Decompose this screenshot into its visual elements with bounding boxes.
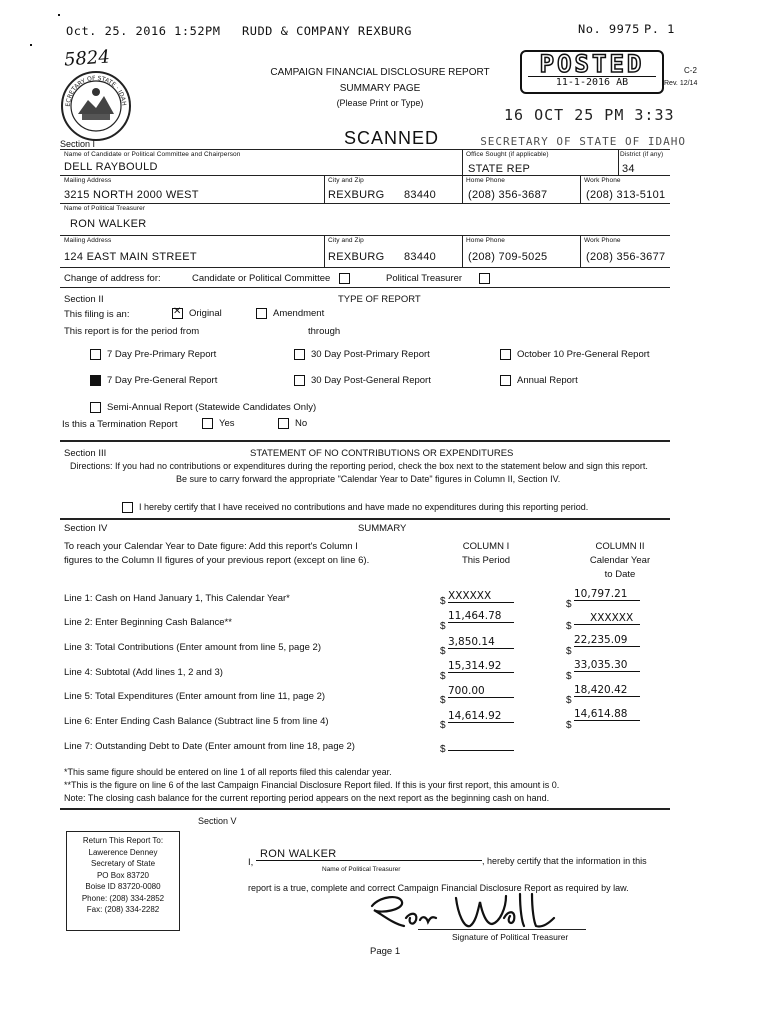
- amendment-option[interactable]: [256, 308, 324, 319]
- signature-caption: Signature of Political Treasurer: [452, 932, 569, 942]
- change-treasurer-option[interactable]: [386, 273, 496, 284]
- treasurer-name: RON WALKER: [70, 218, 147, 230]
- line-3-col2[interactable]: 22,235.09: [574, 634, 640, 647]
- form-instruction: (Please Print or Type): [336, 98, 424, 108]
- section2-label: Section II: [64, 294, 104, 305]
- original-checkbox[interactable]: [172, 308, 183, 319]
- column2-header: COLUMN II: [595, 541, 645, 552]
- no-contributions-certify[interactable]: [122, 502, 588, 513]
- line-5-col1[interactable]: 700.00: [448, 685, 514, 698]
- candidate-label: Name of Candidate or Political Committee and Chairperson: [64, 151, 241, 158]
- line-1-col1[interactable]: XXXXXX: [448, 590, 514, 603]
- report-semiannual-checkbox[interactable]: [90, 402, 101, 413]
- name-caption: Name of Political Treasurer: [322, 866, 401, 873]
- note-3: Note: The closing cash balance for the current reporting period appears on the next report as the beginning cash on hand.: [64, 793, 550, 803]
- handwritten-number: 5824: [63, 46, 111, 71]
- treasurer-city-label: City and Zip: [328, 237, 364, 244]
- section3-directions: Directions: If you had no contributions or expenditures during the reporting period, check the box next to the statement below and sign this report.: [70, 461, 648, 471]
- return-line-0: Return This Report To:: [82, 836, 164, 845]
- report-7day-preprimary-label: 7 Day Pre-Primary Report: [107, 349, 217, 361]
- section5-label: Section V: [198, 816, 237, 826]
- mailing-label: Mailing Address: [64, 177, 112, 184]
- report-30day-postgeneral[interactable]: [294, 375, 431, 386]
- report-7day-pregeneral-checkbox[interactable]: [90, 375, 101, 386]
- note-2: **This is the figure on line 6 of the last Campaign Financial Disclosure Report filed. If this is your first report, this amount is 0.: [64, 780, 560, 790]
- fax-number: No. 9975: [578, 22, 640, 36]
- report-7day-pregeneral[interactable]: [90, 375, 217, 386]
- certify-suffix: , hereby certify that the information in this: [482, 856, 647, 866]
- report-semiannual[interactable]: [90, 402, 316, 413]
- original-option[interactable]: [172, 308, 222, 319]
- line-2-col1[interactable]: 11,464.78: [448, 610, 514, 623]
- change-candidate-checkbox[interactable]: [339, 273, 350, 284]
- line-6-label: Line 6: Enter Ending Cash Balance (Subtract line 5 from line 4): [64, 716, 329, 727]
- posted-date: 11-1-2016 AB: [528, 76, 656, 88]
- certify-prefix: I,: [248, 857, 254, 868]
- note-1: *This same figure should be entered on line 1 of all reports filed this calendar year.: [64, 767, 392, 777]
- svg-text:SECRETARY OF STATE · IDAHO: ECRETARY OF STATE · IDAH: [64, 74, 128, 107]
- page-number: Page 1: [370, 946, 401, 957]
- treasurer-label: Name of Political Treasurer: [64, 205, 146, 212]
- report-semiannual-label: Semi-Annual Report (Statewide Candidates Only): [107, 402, 317, 414]
- line-4-col1[interactable]: 15,314.92: [448, 660, 514, 673]
- line-1-col2[interactable]: 10,797.21: [574, 588, 640, 601]
- report-30day-postgeneral-checkbox[interactable]: [294, 375, 305, 386]
- treasurer-name-field[interactable]: RON WALKER: [256, 848, 482, 861]
- posted-stamp: [520, 50, 664, 94]
- scan-speck: [58, 14, 60, 16]
- state-stamp: SECRETARY OF STATE OF IDAHO: [480, 135, 686, 148]
- zip: 83440: [404, 189, 437, 201]
- report-7day-pregeneral-label: 7 Day Pre-General Report: [107, 375, 218, 387]
- office-label: Office Sought (if applicable): [466, 151, 549, 158]
- district: 34: [622, 163, 635, 175]
- return-line-5: Phone: (208) 334-2852: [81, 893, 165, 903]
- column1-sub: This Period: [461, 555, 511, 566]
- section3-label: Section III: [64, 448, 107, 459]
- through-label: through: [308, 326, 341, 337]
- line-1-label: Line 1: Cash on Hand January 1, This Calendar Year*: [64, 593, 290, 604]
- line-2-label: Line 2: Enter Beginning Cash Balance**: [64, 617, 232, 628]
- termination-no-label: No: [295, 418, 308, 430]
- state-seal: [60, 70, 132, 142]
- change-candidate-option[interactable]: [192, 273, 356, 284]
- filing-label: This filing is an:: [64, 309, 130, 320]
- received-stamp: 16 OCT 25 PM 3:33: [504, 106, 675, 124]
- termination-yes-checkbox[interactable]: [202, 418, 213, 429]
- return-address-box: [66, 831, 180, 931]
- treasurer-mailing: 124 EAST MAIN STREET: [64, 251, 197, 263]
- report-7day-preprimary[interactable]: [90, 349, 216, 360]
- treasurer-home-label: Home Phone: [466, 237, 505, 244]
- line-3-col1[interactable]: 3,850.14: [448, 636, 514, 649]
- line-7-col1[interactable]: [448, 738, 514, 751]
- report-annual-label: Annual Report: [517, 375, 578, 387]
- amendment-checkbox[interactable]: [256, 308, 267, 319]
- section4-title: SUMMARY: [358, 523, 407, 534]
- line-5-col2[interactable]: 18,420.42: [574, 684, 640, 697]
- treasurer-work-phone: (208) 356-3677: [586, 251, 666, 263]
- report-oct10-pregeneral[interactable]: [500, 349, 650, 360]
- city-label: City and Zip: [328, 177, 364, 184]
- section4-label: Section IV: [64, 523, 108, 534]
- line-5-label: Line 5: Total Expenditures (Enter amount from line 11, page 2): [64, 691, 326, 702]
- report-7day-preprimary-checkbox[interactable]: [90, 349, 101, 360]
- report-oct10-pregeneral-checkbox[interactable]: [500, 349, 511, 360]
- report-30day-postgeneral-label: 30 Day Post-General Report: [311, 375, 431, 387]
- treasurer-zip: 83440: [404, 251, 437, 263]
- line-6-col1[interactable]: 14,614.92: [448, 710, 514, 723]
- amendment-label: Amendment: [273, 308, 325, 320]
- summary-instr-1: To reach your Calendar Year to Date figure: Add this report's Column I: [64, 541, 358, 552]
- report-oct10-pregeneral-label: October 10 Pre-General Report: [517, 349, 650, 361]
- fax-datetime: Oct. 25. 2016 1:52PM: [66, 24, 221, 38]
- termination-no[interactable]: [278, 418, 307, 429]
- treasurer-city: REXBURG: [328, 251, 385, 263]
- section1-label: Section I: [60, 139, 96, 149]
- change-treasurer-label: Political Treasurer: [386, 273, 463, 285]
- mailing-address: 3215 NORTH 2000 WEST: [64, 189, 199, 201]
- posted-word: POSTED: [539, 50, 645, 78]
- section3-title: STATEMENT OF NO CONTRIBUTIONS OR EXPENDITURES: [250, 448, 514, 459]
- work-phone: (208) 313-5101: [586, 189, 666, 201]
- scanned-stamp: SCANNED: [344, 128, 440, 148]
- column2-sub2: to Date: [604, 569, 636, 580]
- report-annual-checkbox[interactable]: [500, 375, 511, 386]
- column2-sub: Calendar Year: [589, 555, 651, 566]
- seal-icon: [60, 70, 132, 142]
- scan-speck: [30, 44, 32, 46]
- type-of-report-label: TYPE OF REPORT: [338, 294, 421, 305]
- change-candidate-label: Candidate or Political Committee: [192, 273, 331, 285]
- section3-directions-2: Be sure to carry forward the appropriate "Calendar Year to Date" figures in Column II, Section IV.: [176, 474, 561, 484]
- fax-page: P. 1: [644, 22, 675, 36]
- fax-company: RUDD & COMPANY REXBURG: [242, 24, 412, 38]
- home-phone-label: Home Phone: [466, 177, 505, 184]
- treasurer-mailing-label: Mailing Address: [64, 237, 112, 244]
- city: REXBURG: [328, 189, 385, 201]
- form-code: C-2: [684, 66, 697, 75]
- return-line-1: Lawerence Denney: [88, 847, 158, 857]
- termination-yes-label: Yes: [219, 418, 235, 430]
- district-label: District (if any): [620, 151, 664, 158]
- change-treasurer-checkbox[interactable]: [479, 273, 490, 284]
- line-3-label: Line 3: Total Contributions (Enter amount from line 5, page 2): [64, 642, 321, 653]
- treasurer-work-label: Work Phone: [584, 237, 621, 244]
- work-phone-label: Work Phone: [584, 177, 621, 184]
- termination-no-checkbox[interactable]: [278, 418, 289, 429]
- termination-yes[interactable]: [202, 418, 235, 429]
- line-7-label: Line 7: Outstanding Debt to Date (Enter amount from line 18, page 2): [64, 741, 355, 752]
- form-subtitle: SUMMARY PAGE: [339, 83, 421, 94]
- report-30day-postprimary[interactable]: [294, 349, 430, 360]
- line-4-col2[interactable]: 33,035.30: [574, 659, 640, 672]
- report-30day-postprimary-checkbox[interactable]: [294, 349, 305, 360]
- period-label: This report is for the period from: [64, 326, 200, 337]
- change-address-label: Change of address for:: [64, 273, 161, 284]
- no-contributions-checkbox[interactable]: [122, 502, 133, 513]
- home-phone: (208) 356-3687: [468, 189, 548, 201]
- line-2-col2[interactable]: XXXXXX: [574, 612, 640, 625]
- office-sought: STATE REP: [468, 163, 531, 175]
- termination-label: Is this a Termination Report: [62, 419, 178, 430]
- line-6-col2[interactable]: 14,614.88: [574, 708, 640, 721]
- summary-instr-2: figures to the Column II figures of your previous report (except on line 6).: [64, 555, 370, 566]
- no-contributions-label: I hereby certify that I have received no contributions and have made no expenditures during this reporting period.: [139, 502, 589, 512]
- column1-header: COLUMN I: [462, 541, 510, 552]
- report-annual[interactable]: [500, 375, 578, 386]
- candidate-name: DELL RAYBOULD: [64, 161, 158, 173]
- signature-icon: [360, 888, 560, 934]
- return-line-4: Boise ID 83720-0080: [85, 882, 161, 891]
- return-line-3: PO Box 83720: [96, 870, 150, 880]
- report-30day-postprimary-label: 30 Day Post-Primary Report: [311, 349, 430, 361]
- return-line-2: Secretary of State: [90, 859, 156, 868]
- certify-line-2: report is a true, complete and correct Campaign Financial Disclosure Report as required by law.: [248, 883, 629, 893]
- treasurer-signature[interactable]: [360, 888, 560, 934]
- original-label: Original: [189, 308, 222, 320]
- treasurer-home-phone: (208) 709-5025: [468, 251, 548, 263]
- return-line-6: Fax: (208) 334-2282: [86, 905, 160, 914]
- form-revision: Rev. 12/14: [664, 80, 698, 87]
- form-title: CAMPAIGN FINANCIAL DISCLOSURE REPORT: [270, 67, 490, 78]
- line-4-label: Line 4: Subtotal (Add lines 1, 2 and 3): [64, 667, 223, 678]
